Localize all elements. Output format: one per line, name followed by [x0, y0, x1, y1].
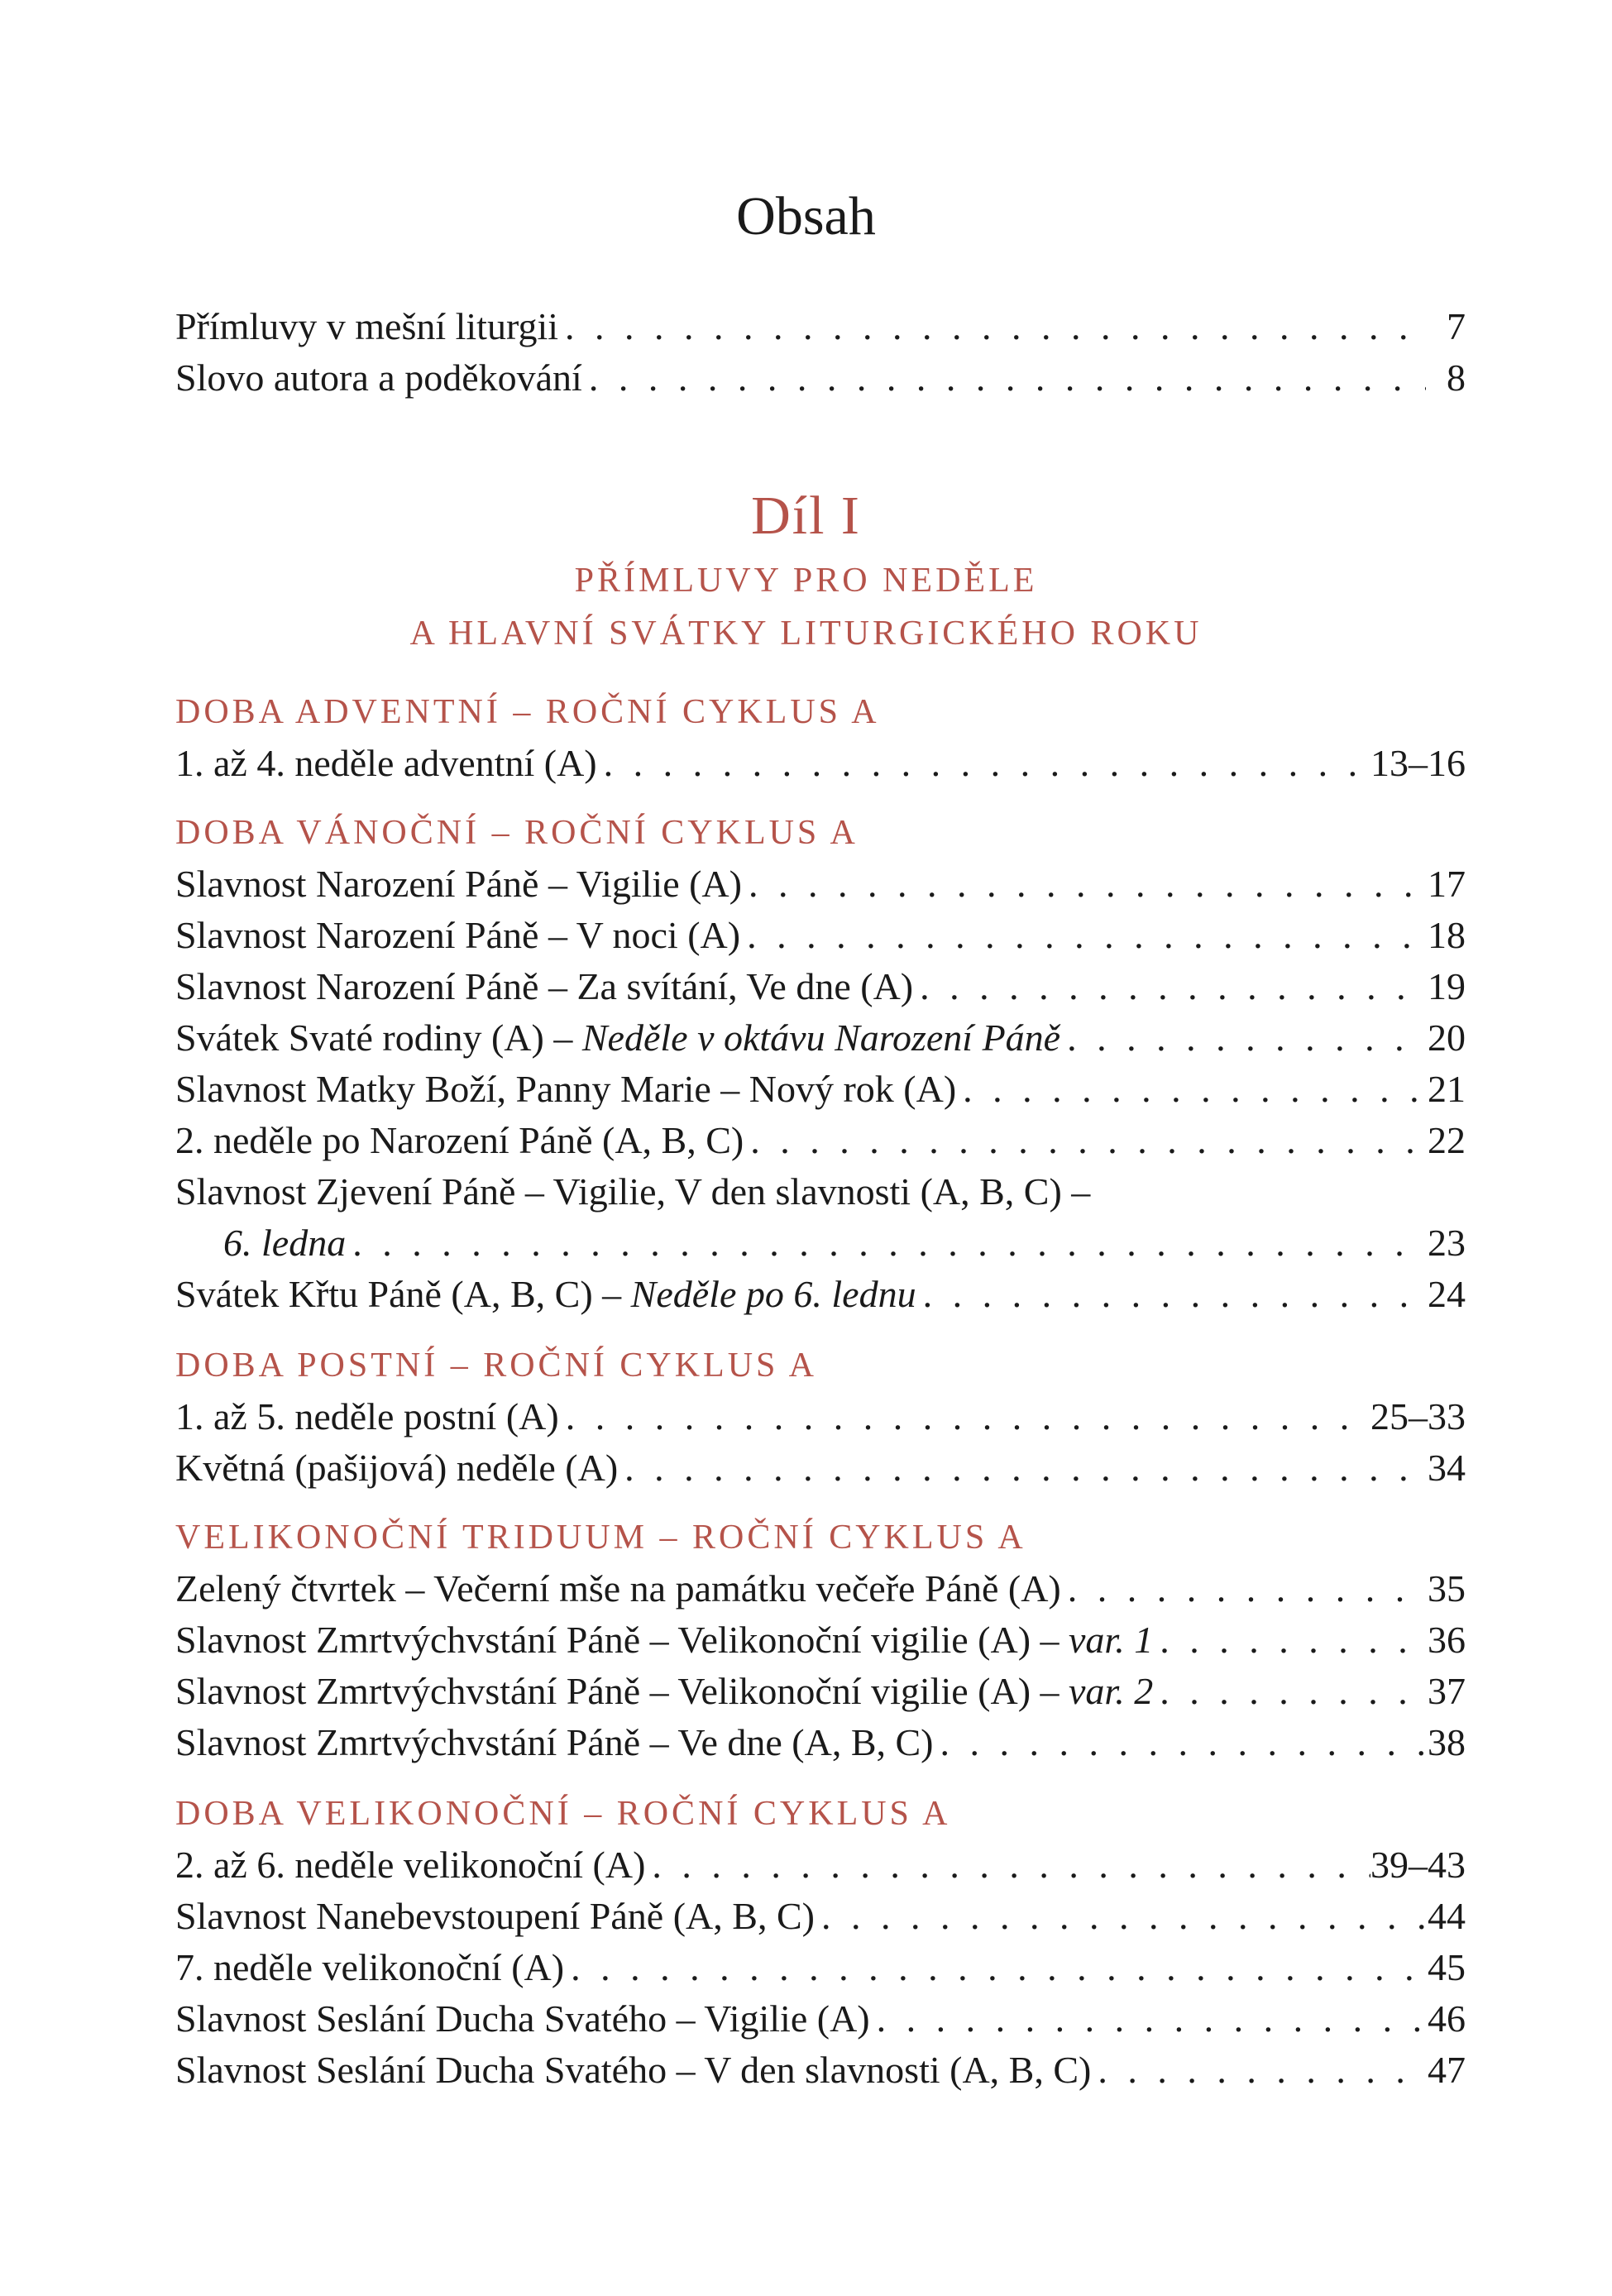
toc-entry[interactable] — [175, 910, 1466, 961]
dot-leader — [940, 1717, 1427, 1768]
toc-entry-label — [175, 1563, 1068, 1614]
toc-entry-text: Přímluvy v mešní liturgii — [175, 305, 559, 347]
toc-entry[interactable] — [175, 1993, 1466, 2045]
toc-entry-page: 18 — [1428, 914, 1466, 956]
toc-entry-text: Svátek Křtu Páně (A, B, C) – — [175, 1273, 631, 1315]
dot-leader — [749, 859, 1426, 910]
section-advent — [175, 686, 1466, 789]
toc-entry-text: 1. až 4. neděle adventní (A) — [175, 742, 597, 784]
toc-entry-label: Slavnost Zjevení Páně – Vigilie, V den slavnosti (A, B, C) – — [175, 1170, 1091, 1213]
section-heading: DOBA POSTNÍ – ROČNÍ CYKLUS A — [175, 1347, 817, 1385]
toc-entry[interactable] — [175, 352, 1466, 404]
toc-entry-label — [175, 1666, 1160, 1717]
toc-entry-italic: var. 2 — [1069, 1670, 1154, 1712]
toc-entry-label — [175, 2045, 1098, 2096]
dot-leader — [1067, 1012, 1426, 1064]
toc-entry-text: 7. neděle velikonoční (A) — [175, 1946, 565, 1988]
section-heading: DOBA ADVENTNÍ – ROČNÍ CYKLUS A — [175, 693, 880, 731]
toc-entry[interactable] — [175, 1614, 1466, 1666]
toc-entry-text: 2. až 6. neděle velikonoční (A) — [175, 1844, 646, 1886]
toc-entry[interactable] — [175, 859, 1466, 910]
toc-entry-label — [175, 1115, 750, 1166]
toc-entry-page: 44 — [1428, 1895, 1466, 1937]
dot-leader — [877, 1993, 1426, 2045]
toc-entry-page: 25–33 — [1370, 1395, 1466, 1437]
toc-entry-page: 20 — [1428, 1016, 1466, 1059]
toc-entry-label — [175, 1717, 940, 1768]
toc-entry-page: 8 — [1447, 356, 1466, 399]
toc-entry-page: 45 — [1428, 1946, 1466, 1988]
dot-leader — [1160, 1666, 1426, 1717]
toc-entry-text: Květná (pašijová) neděle (A) — [175, 1447, 619, 1489]
toc-entry-text: Svátek Svaté rodiny (A) – — [175, 1016, 582, 1059]
toc-entry-text: Slavnost Zmrtvýchvstání Páně – Velikonoční vigilie (A) – — [175, 1619, 1069, 1661]
toc-entry-page: 23 — [1428, 1222, 1466, 1264]
toc-entry-text: Slavnost Matky Boží, Panny Marie – Nový rok (A) — [175, 1068, 957, 1110]
toc-entry-page: 38 — [1428, 1721, 1466, 1763]
toc-entry[interactable] — [175, 1563, 1466, 1614]
toc-entry-label — [175, 352, 589, 404]
toc-entry-label — [175, 1442, 624, 1494]
section-heading: VELIKONOČNÍ TRIDUUM – ROČNÍ CYKLUS A — [175, 1519, 1026, 1557]
toc-entry[interactable] — [175, 1064, 1466, 1115]
toc-entry-page: 21 — [1428, 1068, 1466, 1110]
toc-entry-label — [175, 910, 747, 961]
toc-entry-label — [175, 1012, 1067, 1064]
page-title: Obsah — [736, 186, 876, 246]
front-matter-list — [175, 301, 1466, 404]
part-subtitle-line1: PŘÍMLUVY PRO NEDĚLE — [574, 562, 1038, 600]
toc-entry-label — [175, 1391, 566, 1442]
toc-entry-text: Slavnost Zmrtvýchvstání Páně – Velikonoční vigilie (A) – — [175, 1670, 1069, 1712]
toc-entry-page: 22 — [1428, 1119, 1466, 1161]
part-heading — [0, 483, 1612, 660]
toc-entry-text: Slavnost Seslání Ducha Svatého – V den slavnosti (A, B, C) — [175, 2049, 1092, 2091]
toc-entry[interactable] — [175, 1891, 1466, 1942]
toc-entry-page: 13–16 — [1370, 742, 1466, 784]
dot-leader — [652, 1839, 1370, 1891]
dot-leader — [566, 1391, 1370, 1442]
toc-entry-page: 35 — [1428, 1567, 1466, 1610]
toc-entry-page: 46 — [1428, 1997, 1466, 2040]
toc-entry-text: Zelený čtvrtek – Večerní mše na památku večeře Páně (A) — [175, 1567, 1061, 1610]
toc-entry-page: 19 — [1428, 965, 1466, 1007]
section-christmas — [175, 807, 1466, 1320]
toc-entry-label — [175, 301, 565, 352]
toc-entry-label — [175, 1614, 1160, 1666]
dot-leader — [571, 1942, 1426, 1993]
toc-entry-label — [175, 738, 604, 789]
toc-entry-label — [175, 859, 749, 910]
toc-entry[interactable] — [175, 738, 1466, 789]
dot-leader — [604, 738, 1370, 789]
dot-leader — [352, 1217, 1426, 1269]
toc-entry-continuation[interactable] — [175, 1217, 1466, 1269]
dot-leader — [747, 910, 1426, 961]
toc-entry-page: 36 — [1428, 1619, 1466, 1661]
toc-entry[interactable] — [175, 1839, 1466, 1891]
toc-entry-label — [175, 1269, 923, 1320]
part-title: Díl I — [751, 486, 861, 546]
toc-entry-label — [175, 1891, 821, 1942]
toc-entry-line[interactable] — [175, 1166, 1466, 1217]
toc-entry[interactable] — [175, 2045, 1466, 2096]
toc-entry-text: Slavnost Narození Páně – Vigilie (A) — [175, 863, 742, 905]
toc-entry[interactable] — [175, 1269, 1466, 1320]
toc-entry-text: 1. až 5. neděle postní (A) — [175, 1395, 559, 1437]
toc-entry[interactable] — [175, 1942, 1466, 1993]
toc-entry-page: 24 — [1428, 1273, 1466, 1315]
toc-entry-text: 2. neděle po Narození Páně (A, B, C) — [175, 1119, 744, 1161]
toc-entry-italic: var. 1 — [1069, 1619, 1154, 1661]
toc-entry-label — [175, 1064, 963, 1115]
toc-entry-page: 17 — [1428, 863, 1466, 905]
toc-entry-text: Slavnost Narození Páně – Za svítání, Ve dne (A) — [175, 965, 914, 1007]
toc-entry-italic: 6. ledna — [223, 1222, 347, 1264]
section-lent — [175, 1340, 1466, 1494]
toc-entry-page: 39–43 — [1370, 1844, 1466, 1886]
dot-leader — [565, 301, 1426, 352]
toc-entry[interactable] — [175, 1442, 1466, 1494]
dot-leader — [624, 1442, 1426, 1494]
toc-entry[interactable] — [175, 1666, 1466, 1717]
toc-entry-text: Slavnost Seslání Ducha Svatého – Vigilie (A) — [175, 1997, 870, 2040]
dot-leader — [750, 1115, 1426, 1166]
toc-entry-italic: Neděle po 6. lednu — [630, 1273, 916, 1315]
toc-entry-text: Slavnost Zmrtvýchvstání Páně – Ve dne (A, B, C) — [175, 1721, 934, 1763]
dot-leader — [821, 1891, 1426, 1942]
toc-entry-text: Slovo autora a poděkování — [175, 356, 582, 399]
toc-entry-page: 34 — [1428, 1447, 1466, 1489]
toc-entry-page: 37 — [1428, 1670, 1466, 1712]
toc-entry[interactable] — [175, 1717, 1466, 1768]
part-subtitle-line2: A HLAVNÍ SVÁTKY LITURGICKÉHO ROKU — [409, 615, 1203, 653]
dot-leader — [1068, 1563, 1426, 1614]
toc-entry-label — [175, 961, 920, 1012]
dot-leader — [1098, 2045, 1426, 2096]
dot-leader — [963, 1064, 1426, 1115]
dot-leader — [923, 1269, 1426, 1320]
toc-entry-label — [175, 1993, 877, 2045]
dot-leader — [1160, 1614, 1426, 1666]
toc-entry-label — [175, 1839, 652, 1891]
toc-entry-label-continued — [175, 1217, 352, 1269]
toc-entry-italic: Neděle v oktávu Narození Páně — [581, 1016, 1061, 1059]
section-easter — [175, 1788, 1466, 2096]
toc-entry-text: Slavnost Nanebevstoupení Páně (A, B, C) — [175, 1895, 815, 1937]
dot-leader — [589, 352, 1426, 404]
toc-entry-page: 7 — [1447, 305, 1466, 347]
section-heading: DOBA VÁNOČNÍ – ROČNÍ CYKLUS A — [175, 814, 859, 852]
section-heading: DOBA VELIKONOČNÍ – ROČNÍ CYKLUS A — [175, 1795, 951, 1833]
toc-entry-page: 47 — [1428, 2049, 1466, 2091]
toc-entry[interactable] — [175, 1115, 1466, 1166]
toc-entry[interactable] — [175, 961, 1466, 1012]
dot-leader — [920, 961, 1426, 1012]
section-triduum — [175, 1512, 1466, 1768]
toc-entry[interactable] — [175, 301, 1466, 352]
toc-entry-label — [175, 1942, 571, 1993]
toc-entry[interactable] — [175, 1391, 1466, 1442]
toc-entry-text: Slavnost Narození Páně – V noci (A) — [175, 914, 741, 956]
toc-entry[interactable] — [175, 1012, 1466, 1064]
